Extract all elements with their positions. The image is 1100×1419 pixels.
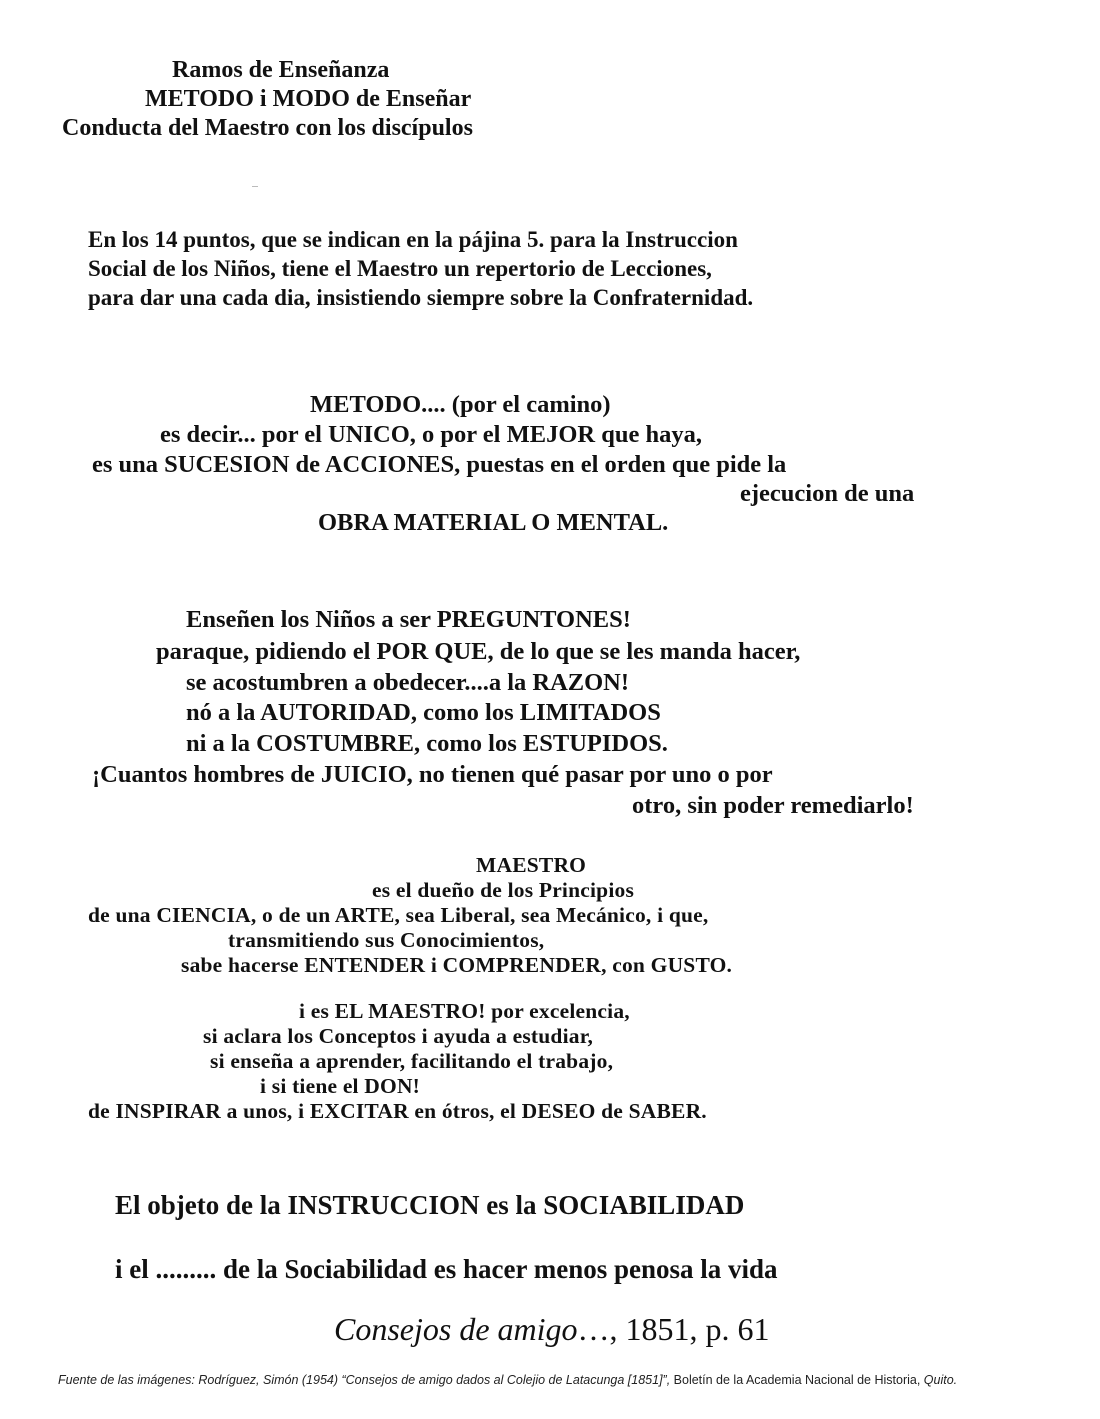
metodo-heading: METODO.... (por el camino) <box>310 391 611 418</box>
maestro-line: es el dueño de los Principios <box>372 878 635 902</box>
objeto-line: i el ......... de la Sociabilidad es hacer menos penosa la vida <box>115 1254 778 1284</box>
footnote-prefix: Fuente de las imágenes: Rodríguez, Simón (1954) “Consejos de amigo dados al Colejio de Latacunga [1851]”, <box>58 1373 671 1387</box>
citation <box>334 1313 770 1345</box>
maestro-line: sabe hacerse ENTENDER i COMPRENDER, con GUSTO. <box>181 953 733 977</box>
excelencia-line: si aclara los Conceptos i ayuda a estudiar, <box>203 1024 594 1048</box>
metodo-line: es decir... por el UNICO, o por el MEJOR que haya, <box>160 421 702 448</box>
maestro-line: de una CIENCIA, o de un ARTE, sea Liberal, sea Mecánico, i que, <box>88 903 709 927</box>
preguntones-heading: Enseñen los Niños a ser PREGUNTONES! <box>186 606 631 633</box>
footnote-city: Quito. <box>920 1373 958 1387</box>
citation-rest: …, 1851, p. 61 <box>577 1311 770 1347</box>
excelencia-line: de INSPIRAR a unos, i EXCITAR en ótros, el DESEO de SABER. <box>88 1099 707 1123</box>
preguntones-line: ¡Cuantos hombres de JUICIO, no tienen qué pasar por uno o por <box>92 761 773 788</box>
maestro-heading: MAESTRO <box>476 853 587 877</box>
intro-line: En los 14 puntos, que se indican en la pájina 5. para la Instruccion <box>88 227 738 252</box>
header-conduct: Conducta del Maestro con los discípulos <box>62 115 473 141</box>
objeto-line: El objeto de la INSTRUCCION es la SOCIABILIDAD <box>115 1190 745 1220</box>
footnote-journal: Boletín de la Academia Nacional de Historia, <box>670 1373 921 1387</box>
citation-title: Consejos de amigo <box>334 1311 578 1347</box>
preguntones-line: ni a la COSTUMBRE, como los ESTUPIDOS. <box>186 730 668 757</box>
excelencia-line: i si tiene el DON! <box>260 1074 421 1098</box>
maestro-line: transmitiendo sus Conocimientos, <box>228 928 545 952</box>
metodo-line: ejecucion de una <box>740 480 915 507</box>
intro-line: Social de los Niños, tiene el Maestro un repertorio de Lecciones, <box>88 256 712 281</box>
excelencia-line: si enseña a aprender, facilitando el trabajo, <box>210 1049 614 1073</box>
preguntones-line: se acostumbren a obedecer....a la RAZON! <box>186 669 630 696</box>
preguntones-line: paraque, pidiendo el POR QUE, de lo que se les manda hacer, <box>156 638 801 665</box>
excelencia-line: i es EL MAESTRO! por excelencia, <box>299 999 630 1023</box>
scan-speck <box>252 186 258 187</box>
header-title: Ramos de Enseñanza <box>172 57 390 83</box>
preguntones-line: nó a la AUTORIDAD, como los LIMITADOS <box>186 699 661 726</box>
preguntones-line: otro, sin poder remediarlo! <box>632 792 914 819</box>
intro-line: para dar una cada dia, insistiendo siempre sobre la Confraternidad. <box>88 285 754 310</box>
header-subtitle: METODO i MODO de Enseñar <box>145 86 472 112</box>
metodo-line: es una SUCESION de ACCIONES, puestas en el orden que pide la <box>92 451 787 478</box>
footnote <box>58 1373 957 1387</box>
metodo-line: OBRA MATERIAL O MENTAL. <box>318 509 669 536</box>
